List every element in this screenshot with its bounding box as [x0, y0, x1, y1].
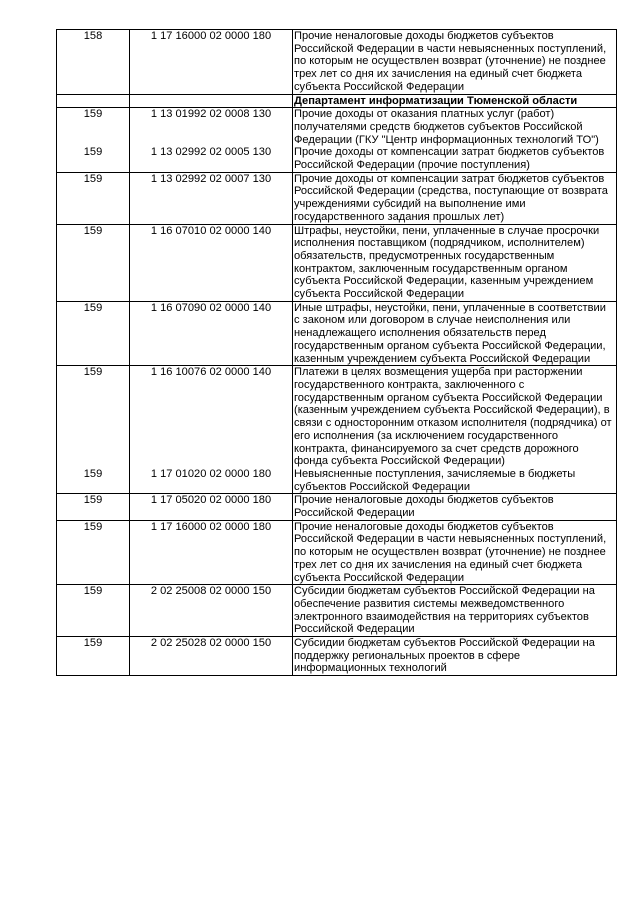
admin-code-cell: 159	[57, 301, 130, 366]
department-title: Департамент информатизации Тюменской области	[293, 94, 617, 108]
budget-code-cell: 1 17 05020 02 0000 180	[130, 494, 293, 520]
budget-code-cell: 1 13 02992 02 0005 130	[130, 146, 293, 172]
revenue-name-cell: Платежи в целях возмещения ущерба при расторжении государственного контракта, заключенного с государственным органом субъекта Российской Федерации (казенным учреждением субъекта Российской Федерации), в связи с односторонним отказом исполнителя (подрядчика) от его исполнения (за исключением государственного контракта, финансируемого за счет средств дорожного фонда субъекта Российской Федерации)	[293, 366, 617, 468]
budget-code-cell: 1 17 16000 02 0000 180	[130, 520, 293, 585]
revenue-codes-table	[56, 29, 617, 676]
table-row	[57, 637, 617, 676]
table-row	[57, 585, 617, 637]
admin-code-cell: 159	[57, 366, 130, 468]
budget-code-cell	[130, 94, 293, 108]
department-header-row	[57, 94, 617, 108]
revenue-name-cell: Прочие неналоговые доходы бюджетов субъектов Российской Федерации	[293, 494, 617, 520]
admin-code-cell: 158	[57, 30, 130, 95]
admin-code-cell: 159	[57, 146, 130, 172]
revenue-name-cell: Субсидии бюджетам субъектов Российской Федерации на поддержку региональных проектов в сфере информационных технологий	[293, 637, 617, 676]
revenue-name-cell: Штрафы, неустойки, пени, уплаченные в случае просрочки исполнения поставщиком (подрядчиком, исполнителем) обязательств, предусмотренных государственным контрактом, заключенным государственным органом субъекта Российской Федерации, казенным учреждением субъекта Российской Федерации	[293, 224, 617, 301]
revenue-name-cell: Прочие неналоговые доходы бюджетов субъектов Российской Федерации в части невыясненных поступлений, по которым не осуществлен возврат (уточнение) не позднее трех лет со дня их зачисления на единый счет бюджета субъекта Российской Федерации	[293, 520, 617, 585]
revenue-name-cell: Прочие неналоговые доходы бюджетов субъектов Российской Федерации в части невыясненных поступлений, по которым не осуществлен возврат (уточнение) не позднее трех лет со дня их зачисления на единый счет бюджета субъекта Российской Федерации	[293, 30, 617, 95]
budget-code-cell: 1 13 01992 02 0008 130	[130, 108, 293, 147]
admin-code-cell: 159	[57, 494, 130, 520]
table-row	[57, 366, 617, 468]
revenue-name-cell: Иные штрафы, неустойки, пени, уплаченные в соответствии с законом или договором в случае неисполнения или ненадлежащего исполнения обязательств перед государственным органом субъекта Российской Федерации, казенным учреждением субъекта Российской Федерации	[293, 301, 617, 366]
table-row	[57, 224, 617, 301]
budget-code-cell: 1 17 16000 02 0000 180	[130, 30, 293, 95]
budget-code-cell: 1 17 01020 02 0000 180	[130, 468, 293, 494]
budget-code-cell: 2 02 25008 02 0000 150	[130, 585, 293, 637]
table-row	[57, 494, 617, 520]
revenue-name-cell: Прочие доходы от компенсации затрат бюджетов субъектов Российской Федерации (прочие поступления)	[293, 146, 617, 172]
table-row	[57, 172, 617, 224]
table-row	[57, 468, 617, 494]
table-row	[57, 301, 617, 366]
budget-code-cell: 1 16 07010 02 0000 140	[130, 224, 293, 301]
admin-code-cell: 159	[57, 637, 130, 676]
revenue-name-cell: Прочие доходы от компенсации затрат бюджетов субъектов Российской Федерации (средства, поступающие от возврата учреждениями субсидий на выполнение ими государственного задания прошлых лет)	[293, 172, 617, 224]
admin-code-cell: 159	[57, 468, 130, 494]
budget-code-cell: 1 16 07090 02 0000 140	[130, 301, 293, 366]
admin-code-cell: 159	[57, 585, 130, 637]
admin-code-cell: 159	[57, 108, 130, 147]
revenue-name-cell: Невыясненные поступления, зачисляемые в бюджеты субъектов Российской Федерации	[293, 468, 617, 494]
table-row	[57, 146, 617, 172]
admin-code-cell: 159	[57, 224, 130, 301]
budget-code-cell: 2 02 25028 02 0000 150	[130, 637, 293, 676]
admin-code-cell	[57, 94, 130, 108]
budget-code-cell: 1 16 10076 02 0000 140	[130, 366, 293, 468]
revenue-name-cell: Субсидии бюджетам субъектов Российской Федерации на обеспечение развития системы межведомственного электронного взаимодействия на территориях субъектов Российской Федерации	[293, 585, 617, 637]
table-row	[57, 520, 617, 585]
revenue-name-cell: Прочие доходы от оказания платных услуг (работ) получателями средств бюджетов субъектов Российской Федерации (ГКУ "Центр информационных технологий ТО")	[293, 108, 617, 147]
admin-code-cell: 159	[57, 520, 130, 585]
admin-code-cell: 159	[57, 172, 130, 224]
table-row	[57, 30, 617, 95]
table-row	[57, 108, 617, 147]
budget-code-cell: 1 13 02992 02 0007 130	[130, 172, 293, 224]
